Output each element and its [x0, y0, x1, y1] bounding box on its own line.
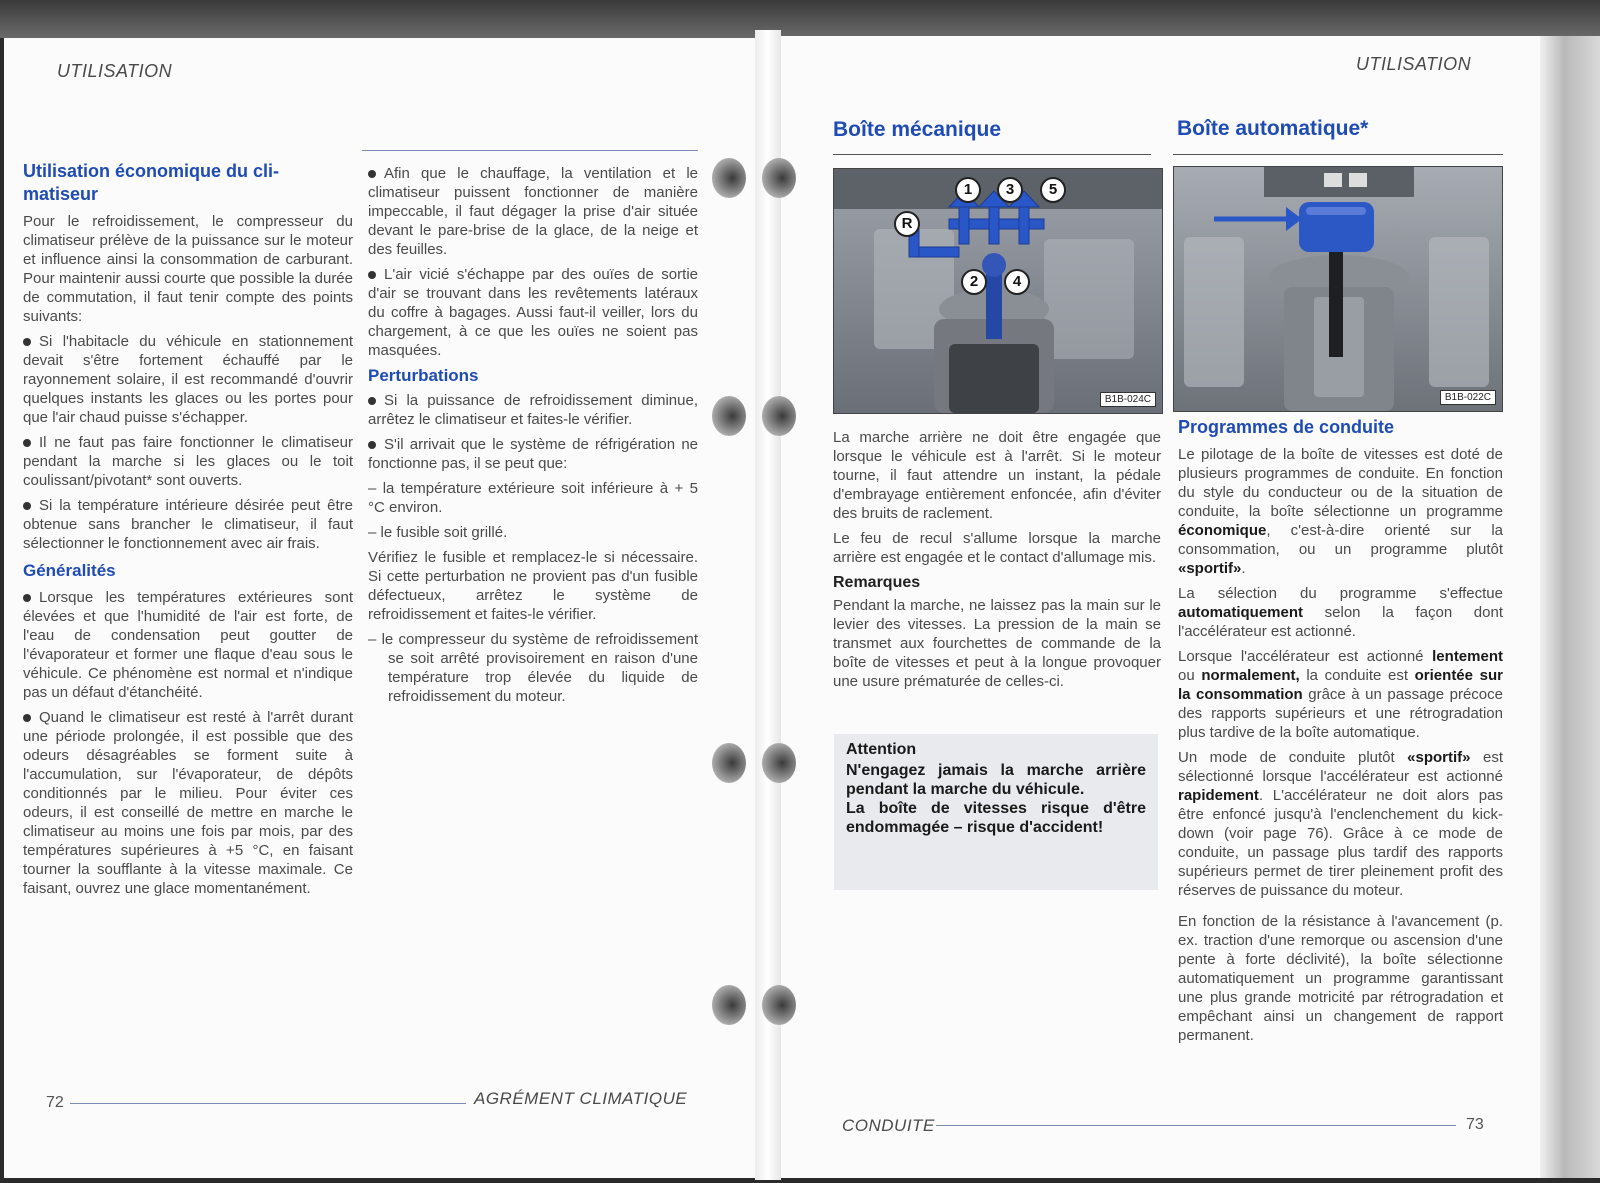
gear-label-3: 3 [997, 177, 1023, 203]
bullet-item [23, 588, 353, 702]
bullet-item [23, 332, 353, 427]
bullet-text: Si la puissance de refroidissement diminue, arrêtez le climatiseur et faites-le vérifier. [368, 392, 698, 428]
bullet-icon [368, 170, 376, 178]
bullet-icon [23, 594, 31, 602]
dash-item: – le compresseur du système de refroidissement se soit arrêté provisoirement en raison d'une température trop élevée du liquide de refroidissement du moteur. [368, 631, 698, 705]
attention-box [834, 734, 1158, 890]
gear-label-reverse: R [894, 211, 920, 237]
dash-item: – la température extérieure soit inférieure à + 5 °C environ. [368, 480, 698, 516]
emphasis: rapidement [1178, 787, 1259, 804]
text-span: . L'accélérateur ne doit alors pas être enfoncé jusqu'à l'enclenchement du kick-down (voir page 76). Grâce à ce mode de conduite, un passage plus tardif des rapports supérieurs permet de tirer pleinement profit des réserves de puissance du moteur. [1178, 787, 1503, 899]
image-reference-tag: B1B-022C [1440, 390, 1496, 405]
right-column-2 [1178, 418, 1503, 1051]
left-column-1 [23, 160, 353, 904]
right-page-number: 73 [1466, 1116, 1484, 1133]
bullet-text: Si l'habitacle du véhicule en stationnement devait s'être fortement échauffé par le rayonnement solaire, il est recommandé d'ouvrir quelques instants les glaces ou les portes pour que l'air chaud puisse s'échapper. [23, 333, 353, 426]
text-span: la conduite est [1299, 667, 1415, 684]
text-span: . [1241, 560, 1246, 577]
heading-rule [1173, 154, 1503, 155]
gear-label-5: 5 [1040, 177, 1066, 203]
heading-rule [833, 154, 1151, 155]
manual-gearbox-illustration [834, 169, 1162, 413]
right-footer-title: CONDUITE [842, 1116, 935, 1135]
text-span: Le pilotage de la boîte de vitesses est doté de plusieurs programmes de conduite. En fonction du style du conducteur ou de la situation de conduite, la boîte sélectionne un programme [1178, 446, 1503, 520]
automatic-gearbox-image [1173, 166, 1503, 412]
emphasis: orientée sur la consommation [1178, 667, 1503, 703]
left-footer-title: AGRÉMENT CLIMATIQUE [474, 1089, 688, 1108]
page-edge [1540, 36, 1600, 1178]
bullet-item [368, 435, 698, 473]
text-span: , c'est-à-dire orienté sur la consommation, ou un programme plutôt [1178, 522, 1503, 558]
bullet-item [23, 433, 353, 490]
paragraph: Vérifiez le fusible et remplacez-le si nécessaire. Si cette perturbation ne provient pas d'un fusible défectueux, arrêtez le système de refroidissement et faites-le vérifier. [368, 549, 698, 623]
bullet-text: Il ne faut pas faire fonctionner le climatiseur pendant la marche si les glaces ou le toit coulissant/pivotant* sont ouverts. [23, 434, 353, 489]
bullet-icon [23, 338, 31, 346]
paragraph: La marche arrière ne doit être engagée que lorsque le véhicule est à l'arrêt. Si le moteur tourne, il faut attendre un instant, la pédale d'embrayage entièrement enfoncée, afin d'éviter des bruits de raclement. [833, 429, 1161, 522]
gear-label-1: 1 [955, 177, 981, 203]
paragraph: En fonction de la résistance à l'avancement (p. ex. traction d'une remorque ou ascension d'une pente à forte déclivité), la boîte sélectionne automatiquement un programme garantissant une plus grande motricité par rétrogradation et empêchant ainsi un changement de rapport permanent. [1178, 913, 1503, 1044]
text-span: La sélection du programme s'effectue [1178, 585, 1503, 602]
scan-top-band [0, 0, 1600, 38]
bullet-text: L'air vicié s'échappe par des ouïes de sortie d'air se trouvant dans les revêtements latéraux du coffre à bagages. Aussi faut-il veiller, lors du chargement, à ce que les ouïes ne soient pas masquées. [368, 266, 698, 359]
manual-gearbox-image [833, 168, 1163, 414]
image-reference-tag: B1B-024C [1100, 392, 1156, 407]
right-running-header: UTILISATION [1356, 54, 1472, 74]
bullet-icon [23, 502, 31, 510]
paragraph [1178, 647, 1503, 742]
left-column-2 [368, 164, 698, 712]
subheading-remarques: Remarques [833, 574, 921, 591]
gear-label-4: 4 [1004, 269, 1030, 295]
paragraph: Le feu de recul s'allume lorsque la marche arrière est engagée et le contact d'allumage mis. [833, 530, 1161, 566]
bullet-item [368, 164, 698, 259]
emphasis: normalement, [1201, 667, 1300, 684]
right-column-1 [833, 428, 1161, 697]
footer-rule [936, 1125, 1456, 1126]
section-title-climatiseur: Utilisation économique du cli- matiseur [23, 161, 280, 204]
paragraph: Pendant la marche, ne laissez pas la main sur le levier des vitesses. La pression de la main se transmet aux fourchettes de commande de la boîte de vitesses et peut à la longue provoquer une usure prématurée de celles-ci. [833, 597, 1161, 690]
binder-hole [762, 743, 796, 783]
section-title-programmes: Programmes de conduite [1178, 417, 1395, 437]
text-span: Un mode de conduite plutôt [1178, 749, 1408, 766]
bullet-text: Lorsque les températures extérieures sont élevées et que l'humidité de l'air est forte, de l'eau de condensation peut goutter de l'évaporateur et former une flaque d'eau sous le véhicule. Ce phénomène est normal et n'indique pas un défaut d'étanchéité. [23, 589, 353, 701]
attention-title: Attention [846, 741, 917, 758]
bullet-text: S'il arrivait que le système de réfrigération ne fonctionne pas, il se peut que: [368, 436, 698, 472]
bullet-item [368, 265, 698, 360]
binder-hole [712, 158, 746, 198]
automatic-gearbox-illustration [1174, 167, 1502, 411]
binder-hole [712, 985, 746, 1025]
emphasis: «sportif» [1178, 560, 1242, 577]
text-span: selon la façon dont l'accélérateur est actionné. [1178, 604, 1503, 640]
binder-hole [762, 158, 796, 198]
section-title-generalites: Généralités [23, 561, 116, 580]
bullet-icon [23, 714, 31, 722]
section-title-boite-automatique: Boîte automatique* [1177, 117, 1369, 140]
bullet-text: Quand le climatiseur est resté à l'arrêt durant une période prolongée, il est possible que des odeurs désagréables se forment suite à l'accumulation, sur l'évaporateur, de dépôts conditionnés par le milieu. Pour éviter ces odeurs, il est conseillé de mettre en marche le climatiseur au moins une fois par mois, par des températures supérieures à +5 °C, en faisant tourner la soufflante à la vitesse maximale. Ce faisant, ouvrez une glace momentanément. [23, 709, 353, 897]
bullet-icon [368, 271, 376, 279]
paragraph [1178, 748, 1503, 900]
binder-hole [712, 396, 746, 436]
bullet-icon [23, 439, 31, 447]
text-span: est sélectionné lorsque l'accélérateur est actionné [1178, 749, 1503, 785]
bullet-item [368, 391, 698, 429]
emphasis: lentement [1432, 648, 1503, 665]
bullet-text: Afin que le chauffage, la ventilation et le climatiseur puissent fonctionner de manière impeccable, il faut dégager la prise d'air située devant le pare-brise de la glace, de la neige et des feuilles. [368, 165, 698, 258]
bullet-icon [368, 397, 376, 405]
bullet-item [23, 496, 353, 553]
bullet-text: Si la température intérieure désirée peut être obtenue sans brancher le climatiseur, il faut sélectionner le fonctionnement avec air frais. [23, 497, 353, 552]
section-title-perturbations: Perturbations [368, 366, 479, 385]
column-rule [362, 150, 698, 151]
attention-text-1: N'engagez jamais la marche arrière pendant la marche du véhicule. [846, 762, 1146, 798]
paragraph [1178, 584, 1503, 641]
gear-label-2: 2 [961, 269, 987, 295]
emphasis: économique [1178, 522, 1267, 539]
paragraph: Pour le refroidissement, le compresseur du climatiseur prélève de la puissance sur le moteur et influence ainsi la consommation de carburant. Pour maintenir aussi courte que possible la durée de commutation, il faut tenir compte des points suivants: [23, 213, 353, 325]
binder-hole [712, 743, 746, 783]
footer-rule [70, 1103, 466, 1104]
text-span: Lorsque l'accélérateur est actionné [1178, 648, 1433, 665]
text-span: ou [1178, 667, 1202, 684]
left-page-number: 72 [46, 1094, 64, 1111]
emphasis: automatiquement [1178, 604, 1304, 621]
emphasis: «sportif» [1407, 749, 1471, 766]
bullet-icon [368, 441, 376, 449]
bullet-item [23, 708, 353, 898]
dash-item: – le fusible soit grillé. [368, 524, 508, 541]
binder-hole [762, 396, 796, 436]
binder-hole [762, 985, 796, 1025]
paragraph [1178, 445, 1503, 578]
text-span: grâce à un passage précoce des rapports supérieurs et une rétrogradation plus tardive de la boîte automatique. [1178, 686, 1503, 741]
section-title-boite-mecanique: Boîte mécanique [833, 118, 1002, 141]
attention-text-2: La boîte de vitesses risque d'être endommagée – risque d'accident! [846, 800, 1146, 836]
left-running-header: UTILISATION [57, 61, 173, 81]
